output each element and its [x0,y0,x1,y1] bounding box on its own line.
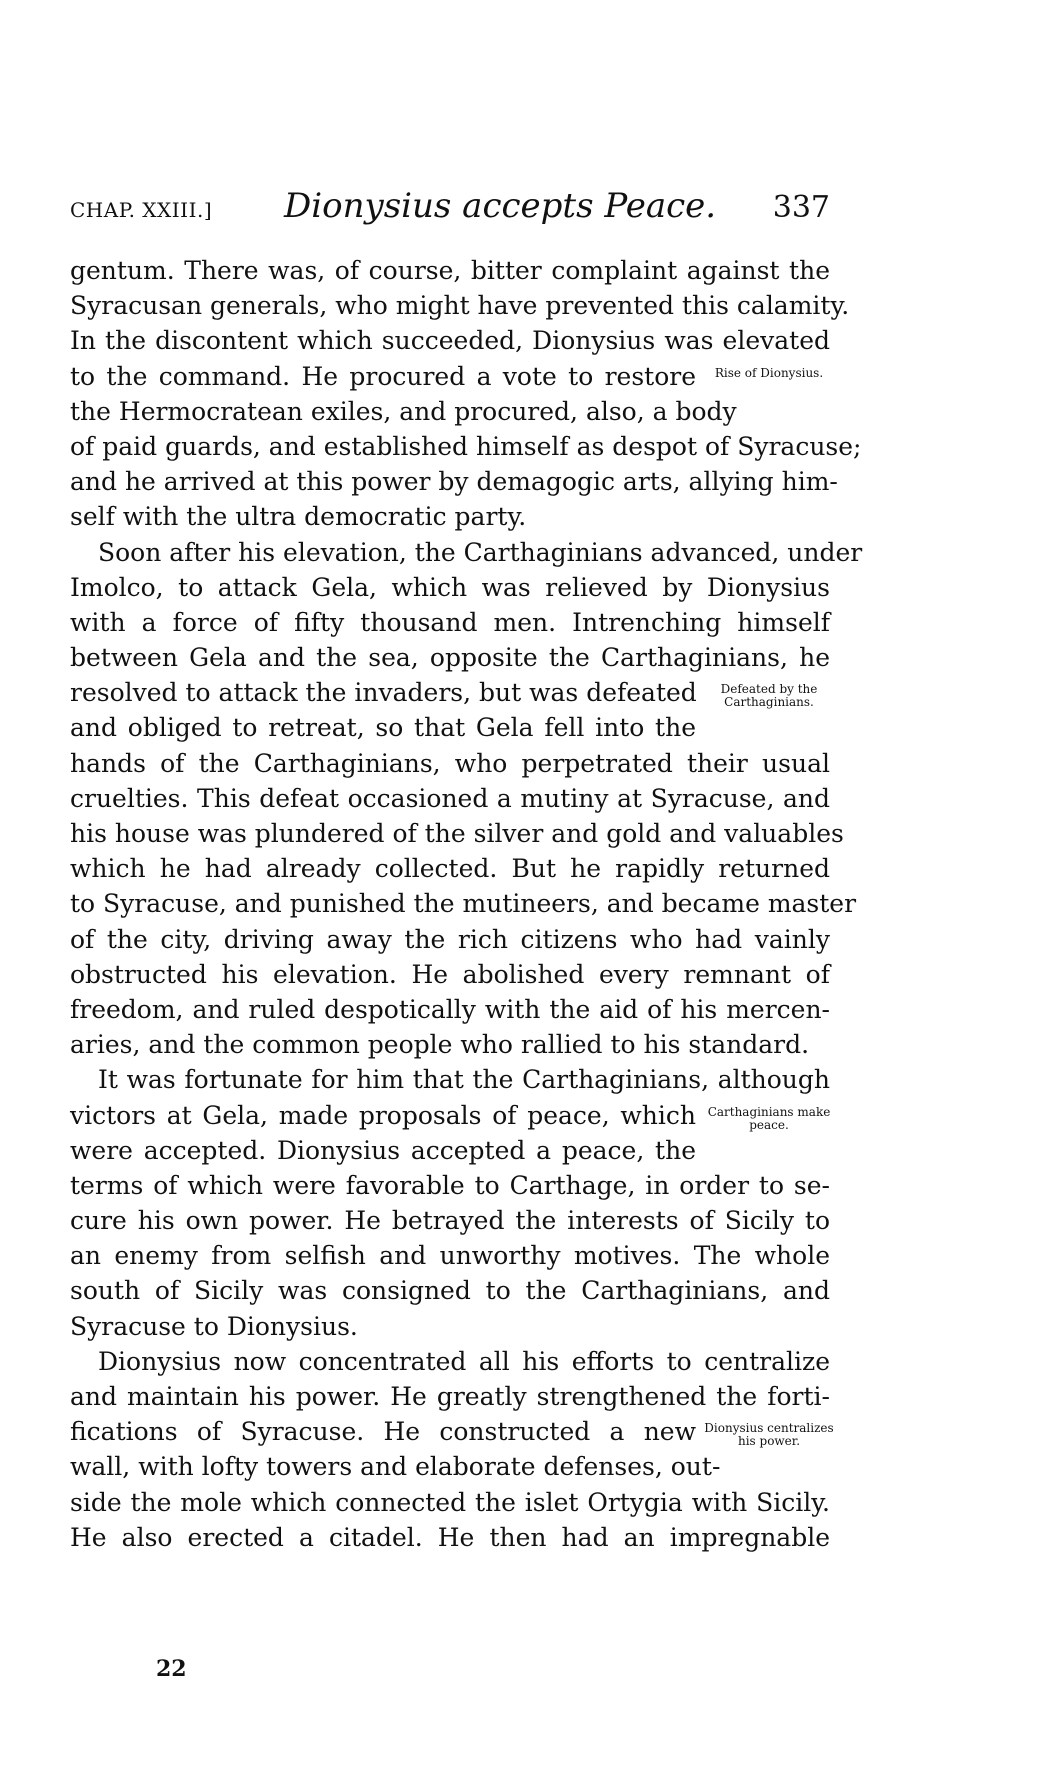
text-line: cure his own power. He betrayed the interests of Sicily to [70,1206,830,1236]
text-line: side the mole which connected the islet Ortygia with Sicily. [70,1487,830,1517]
text-line: victors at Gela, made proposals of peace, which [70,1100,696,1130]
text-line: He also erected a citadel. He then had an impregnable [70,1522,830,1552]
text-line: resolved to attack the invaders, but was defeated [70,678,697,708]
text-line: Dionysius now concentrated all his efforts to centralize [98,1346,830,1376]
text-line: gentum. There was, of course, bitter complaint against the [70,256,830,285]
text-line: south of Sicily was consigned to the Carthaginians, and [70,1276,830,1306]
text-line: his house was plundered of the silver and gold and valuables [70,819,844,848]
body-text [70,253,863,1555]
text-line: fications of Syracuse. He constructed a new [70,1417,696,1447]
text-line: Soon after his elevation, the Carthaginians advanced, under [98,537,863,567]
text-line: Imolco, to attack Gela, which was relieved by Dionysius [70,572,830,602]
side-note: Dionysius centralizes his power. [704,1421,834,1448]
text-line: between Gela and the sea, opposite the Carthaginians, he [70,643,830,673]
text-line: In the discontent which succeeded, Dionysius was elevated [70,326,830,356]
page-title: Dionysius accepts Peace. [284,186,717,226]
side-note: Carthaginians make peace. [707,1105,831,1132]
text-line: self with the ultra democratic party. [70,502,527,532]
text-line: Syracuse to Dionysius. [70,1311,358,1341]
text-line: of the city, driving away the rich citizens who had vainly [70,924,830,954]
text-line: aries, and the common people who rallied to his standard. [70,1030,810,1060]
text-line: and obliged to retreat, so that Gela fell into the [70,713,696,743]
signature-mark: 22 [156,1656,187,1682]
text-line: and maintain his power. He greatly strengthened the forti- [70,1382,830,1411]
text-line: an enemy from selfish and unworthy motives. The whole [70,1241,830,1271]
text-line: Syracusan generals, who might have prevented this calamity. [70,291,850,321]
chapter-label: CHAP. XXIII.] [70,198,213,222]
text-line: to Syracuse, and punished the mutineers, and became master [70,889,857,919]
text-line: terms of which were favorable to Carthage, in order to se- [70,1170,830,1200]
text-line: cruelties. This defeat occasioned a mutiny at Syracuse, and [70,783,830,813]
text-line: to the command. He procured a vote to restore [70,361,696,391]
text-line: with a force of fifty thousand men. Intrenching himself [70,607,830,637]
text-line: and he arrived at this power by demagogic arts, allying him- [70,467,838,497]
running-header [70,186,830,230]
page-number: 337 [772,190,830,225]
side-note: Rise of Dionysius. [714,366,824,380]
text-line: the Hermocratean exiles, and procured, also, a body [70,396,737,426]
text-line: which he had already collected. But he rapidly returned [70,854,830,884]
text-line: It was fortunate for him that the Carthaginians, although [98,1065,830,1095]
side-note: Defeated by the Carthaginians. [720,682,818,709]
text-line: wall, with lofty towers and elaborate defenses, out- [70,1452,721,1482]
text-line: freedom, and ruled despotically with the aid of his mercen- [70,994,830,1024]
text-line: of paid guards, and established himself as despot of Syracuse; [70,431,862,461]
text-line: were accepted. Dionysius accepted a peace, the [70,1135,696,1165]
text-line: obstructed his elevation. He abolished every remnant of [70,959,830,989]
text-line: hands of the Carthaginians, who perpetrated their usual [70,748,830,778]
